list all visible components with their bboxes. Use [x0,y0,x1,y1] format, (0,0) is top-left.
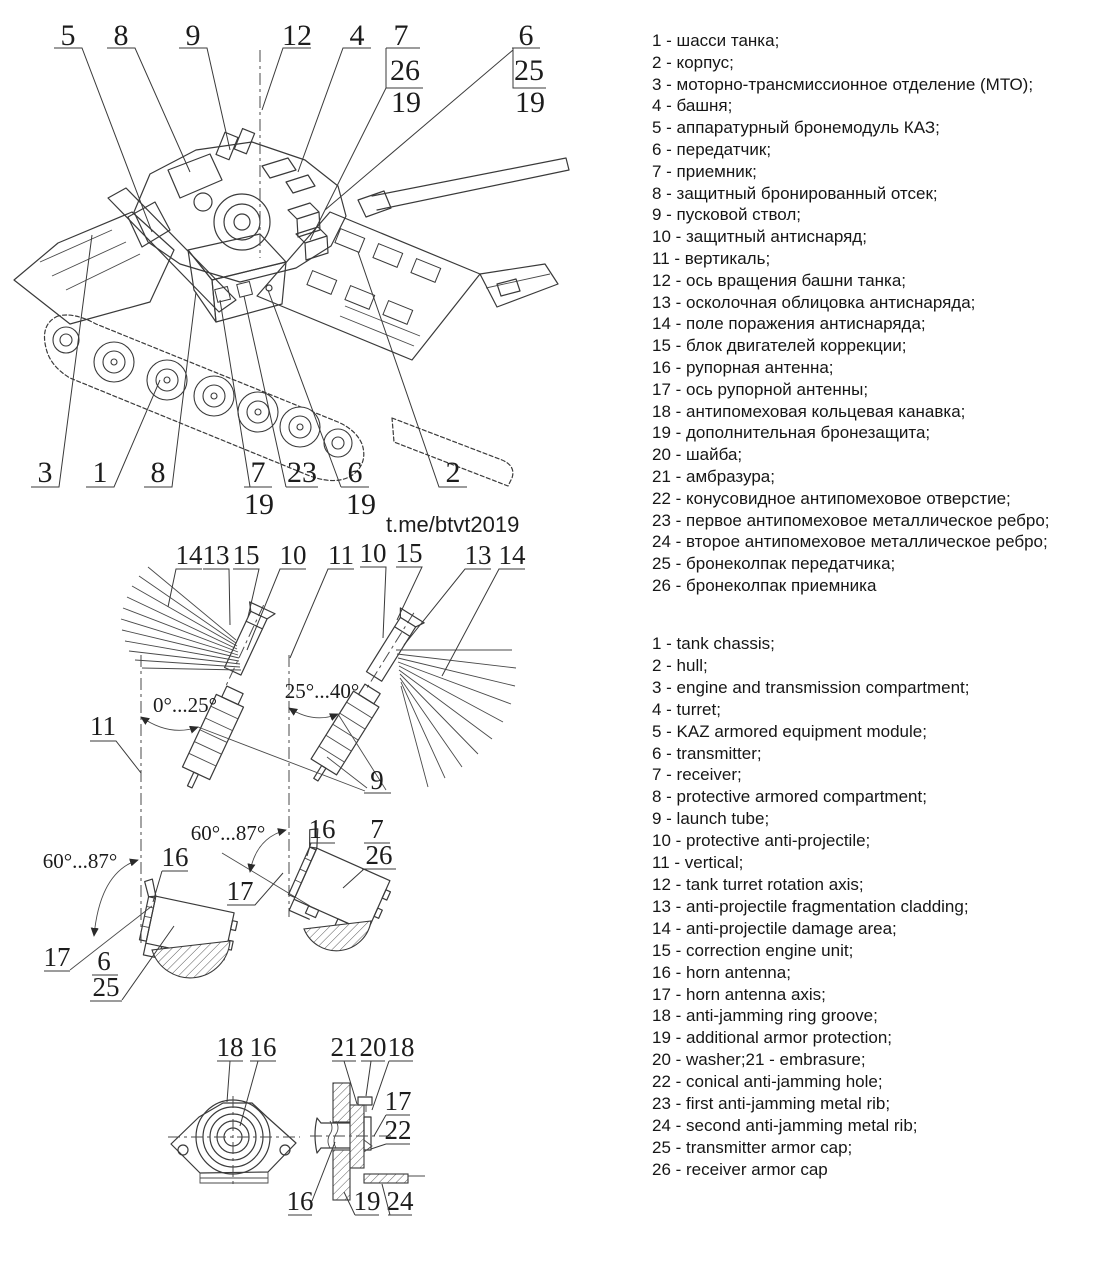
legend-ru-item: 20 - шайба; [652,445,743,465]
legend-en-item: 20 - washer;21 - embrasure; [652,1050,866,1070]
fragment-fan-left [121,567,241,670]
legend-ru-item: 16 - рупорная антенна; [652,357,834,377]
legend-ru-item: 15 - блок двигателей коррекции; [652,336,907,356]
callout-16-section [287,1142,336,1216]
svg-text:11: 11 [90,711,116,741]
callout-17-lower-left [44,942,71,972]
svg-text:16: 16 [161,842,189,872]
legend-en-item: 16 - horn antenna; [652,962,791,982]
legend-en-item: 4 - turret; [652,699,721,719]
callout-16-front [240,1032,277,1126]
svg-text:13: 13 [202,540,230,570]
svg-text:7: 7 [393,19,409,52]
svg-text:18: 18 [216,1032,244,1062]
svg-text:8: 8 [113,19,129,52]
callout-8-top [107,19,190,172]
legend-en-item: 2 - hull; [652,655,708,675]
side-armor-panel [108,188,236,312]
legend-en-item: 14 - anti-projectile damage area; [652,918,897,938]
gun-barrel [358,158,569,217]
svg-text:6: 6 [97,946,111,976]
right-fender [480,264,558,307]
legend-ru-item: 7 - приемник; [652,161,757,181]
callout-1 [86,380,160,489]
callout-2 [358,252,467,489]
legend-ru-item: 9 - пусковой ствол; [652,205,802,225]
legend-ru-item: 4 - башня; [652,96,733,116]
svg-text:9: 9 [370,765,384,795]
angle-25-40 [285,679,360,703]
legend-en-item: 5 - KAZ armored equipment module; [652,721,927,741]
legend-ru-item: 22 - конусовидное антипомеховое отверстие; [652,488,1011,508]
arc-25-40 [289,708,338,718]
legend-ru-item: 26 - бронеколпак приемника [652,575,877,595]
svg-text:7: 7 [250,456,266,489]
legend-ru-item: 21 - амбразура; [652,466,775,486]
legend-ru-item: 10 - защитный антиснаряд; [652,227,867,247]
legend-en-item: 8 - protective armored compartment; [652,787,927,807]
svg-text:18: 18 [387,1032,415,1062]
legend-en-item: 18 - anti-jamming ring groove; [652,1006,878,1026]
callout-10-right [360,538,387,638]
angle-60-87-right [191,821,266,845]
svg-text:8: 8 [150,456,166,489]
legend-en-item: 19 - additional armor protection; [652,1028,893,1048]
svg-text:2: 2 [445,456,461,489]
launch-angle-diagram [121,567,516,945]
angle-0-25 [153,693,217,717]
legend-ru-item: 3 - моторно-трансмиссионное отделение (МТО); [652,74,1034,94]
legend-en-item: 23 - first anti-jamming metal rib; [652,1094,891,1114]
callout-20 [360,1032,387,1096]
svg-text:20: 20 [359,1032,387,1062]
launcher-box [188,234,286,322]
svg-text:3: 3 [37,456,53,489]
svg-text:23: 23 [287,456,317,489]
callout-3 [31,235,92,489]
svg-text:21: 21 [330,1032,358,1062]
legend-en-item: 9 - launch tube; [652,809,770,829]
legend-ru-item: 19 - дополнительная бронезащита; [652,423,931,443]
callout-24 [382,1184,414,1216]
callout-15-right [396,538,423,620]
legend-en-item: 1 - tank chassis; [652,634,775,653]
svg-text:19: 19 [515,86,545,119]
svg-text:1: 1 [92,456,108,489]
svg-text:0°...25°: 0°...25° [152,693,218,717]
legend-en-item: 3 - engine and transmission compartment; [652,677,970,697]
callout-6-19-bottom [268,290,376,521]
svg-text:17: 17 [43,942,71,972]
legend-en-item: 10 - protective anti-projectile; [652,831,871,851]
bracket-rib [364,1174,408,1183]
svg-text:16: 16 [308,814,336,844]
callout-13-left [203,540,231,625]
legend-en-item: 24 - second anti-jamming metal rib; [652,1115,918,1135]
watermark: t.me/btvt2019 [386,512,520,537]
front-glacis [257,212,480,360]
callout-15-left [233,540,260,617]
legend-en-item: 22 - conical anti-jamming hole; [652,1072,883,1092]
svg-text:13: 13 [464,540,492,570]
legend-en-item: 11 - vertical; [652,853,744,873]
antenna-front-view [168,1096,300,1186]
mount-right [304,921,371,951]
legend-en-item: 7 - receiver; [652,765,742,785]
svg-text:15: 15 [395,538,423,568]
road-wheels [53,327,352,457]
legend-russian [652,30,1082,597]
legend-english [652,633,1082,1181]
tank-three-quarter-view [14,50,569,486]
legend-en-item: 6 - transmitter; [652,743,762,763]
legend-en-item: 15 - correction engine unit; [652,940,854,960]
flange-disc [364,1117,371,1150]
svg-text:17: 17 [226,876,254,906]
svg-text:10: 10 [359,538,387,568]
svg-text:19: 19 [391,86,421,119]
legend-en-item: 25 - transmitter armor cap; [652,1137,853,1157]
legend-en-item: 12 - tank turret rotation axis; [652,874,864,894]
legend-ru-item: 5 - аппаратурный бронемодуль КАЗ; [652,118,940,138]
svg-text:5: 5 [60,19,76,52]
svg-text:19: 19 [244,488,274,521]
arc-0-25 [141,717,198,730]
svg-text:12: 12 [282,19,312,52]
svg-text:14: 14 [498,540,526,570]
svg-text:19: 19 [346,488,376,521]
svg-text:16: 16 [286,1186,314,1216]
svg-text:10: 10 [279,540,307,570]
svg-text:25°...40°: 25°...40° [284,679,360,703]
svg-text:6: 6 [518,19,534,52]
svg-text:6: 6 [347,456,363,489]
legend-en-item: 17 - horn antenna axis; [652,984,826,1004]
hull-plate-lower [333,1150,350,1200]
callout-9-top [179,19,230,150]
callout-7-26-lower [343,814,396,888]
svg-text:25: 25 [92,972,120,1002]
legend-ru-item: 6 - передатчик; [652,139,772,159]
callout-14-left [168,540,203,607]
turret [128,129,346,282]
legend-ru-item: 14 - поле поражения антиснаряда; [652,314,926,334]
svg-text:16: 16 [249,1032,277,1062]
callout-18-front [217,1032,244,1102]
legend-ru-item: 12 - ось вращения башни танка; [652,270,907,290]
legend-ru-item: 17 - ось рупорной антенны; [652,379,869,399]
legend-en-item: 26 - receiver armor cap [652,1159,828,1179]
svg-text:11: 11 [328,540,354,570]
svg-text:25: 25 [514,54,544,87]
legend-ru-item: 23 - первое антипомеховое металлическое ребро; [652,510,1050,530]
callout-9 [364,765,391,795]
washer [358,1097,372,1105]
svg-text:9: 9 [185,19,201,52]
legend-ru-item: 2 - корпус; [652,52,734,72]
legend-ru-item: 8 - защитный бронированный отсек; [652,183,938,203]
svg-text:24: 24 [386,1186,414,1216]
svg-text:7: 7 [370,814,384,844]
callout-12 [262,19,312,110]
svg-text:17: 17 [384,1086,412,1116]
callout-22 [371,1115,412,1149]
svg-text:60°...87°: 60°...87° [42,849,118,873]
legend-en-item: 13 - anti-projectile fragmentation cladding; [652,896,969,916]
svg-text:22: 22 [384,1115,412,1145]
launch-tube-stubs [216,129,255,160]
svg-text:15: 15 [232,540,260,570]
legend-ru-item: 11 - вертикаль; [652,248,771,268]
angle-60-87-left [43,849,118,873]
fragment-fan-right [396,650,516,787]
callout-17-lower-mid [227,873,284,906]
legend-ru-item: 25 - бронеколпак передатчика; [652,554,896,574]
callout-11-left [90,711,141,773]
svg-text:19: 19 [353,1186,381,1216]
legend-ru-item: 18 - антипомеховая кольцевая канавка; [652,401,966,421]
svg-text:26: 26 [365,840,393,870]
callout-7-26-19 [310,19,423,240]
svg-text:60°...87°: 60°...87° [190,821,266,845]
legend-ru-item: 1 - шасси танка; [652,31,780,50]
svg-text:4: 4 [349,19,365,52]
svg-text:26: 26 [390,54,420,87]
legend-ru-item: 13 - осколочная облицовка антиснаряда; [652,292,976,312]
engine-deck [14,212,174,324]
legend-ru-item: 24 - второе антипомеховое металлическое ребро; [652,532,1048,552]
hull-plate-upper [333,1083,350,1122]
svg-text:14: 14 [175,540,203,570]
callout-16-lower-left [153,842,189,902]
